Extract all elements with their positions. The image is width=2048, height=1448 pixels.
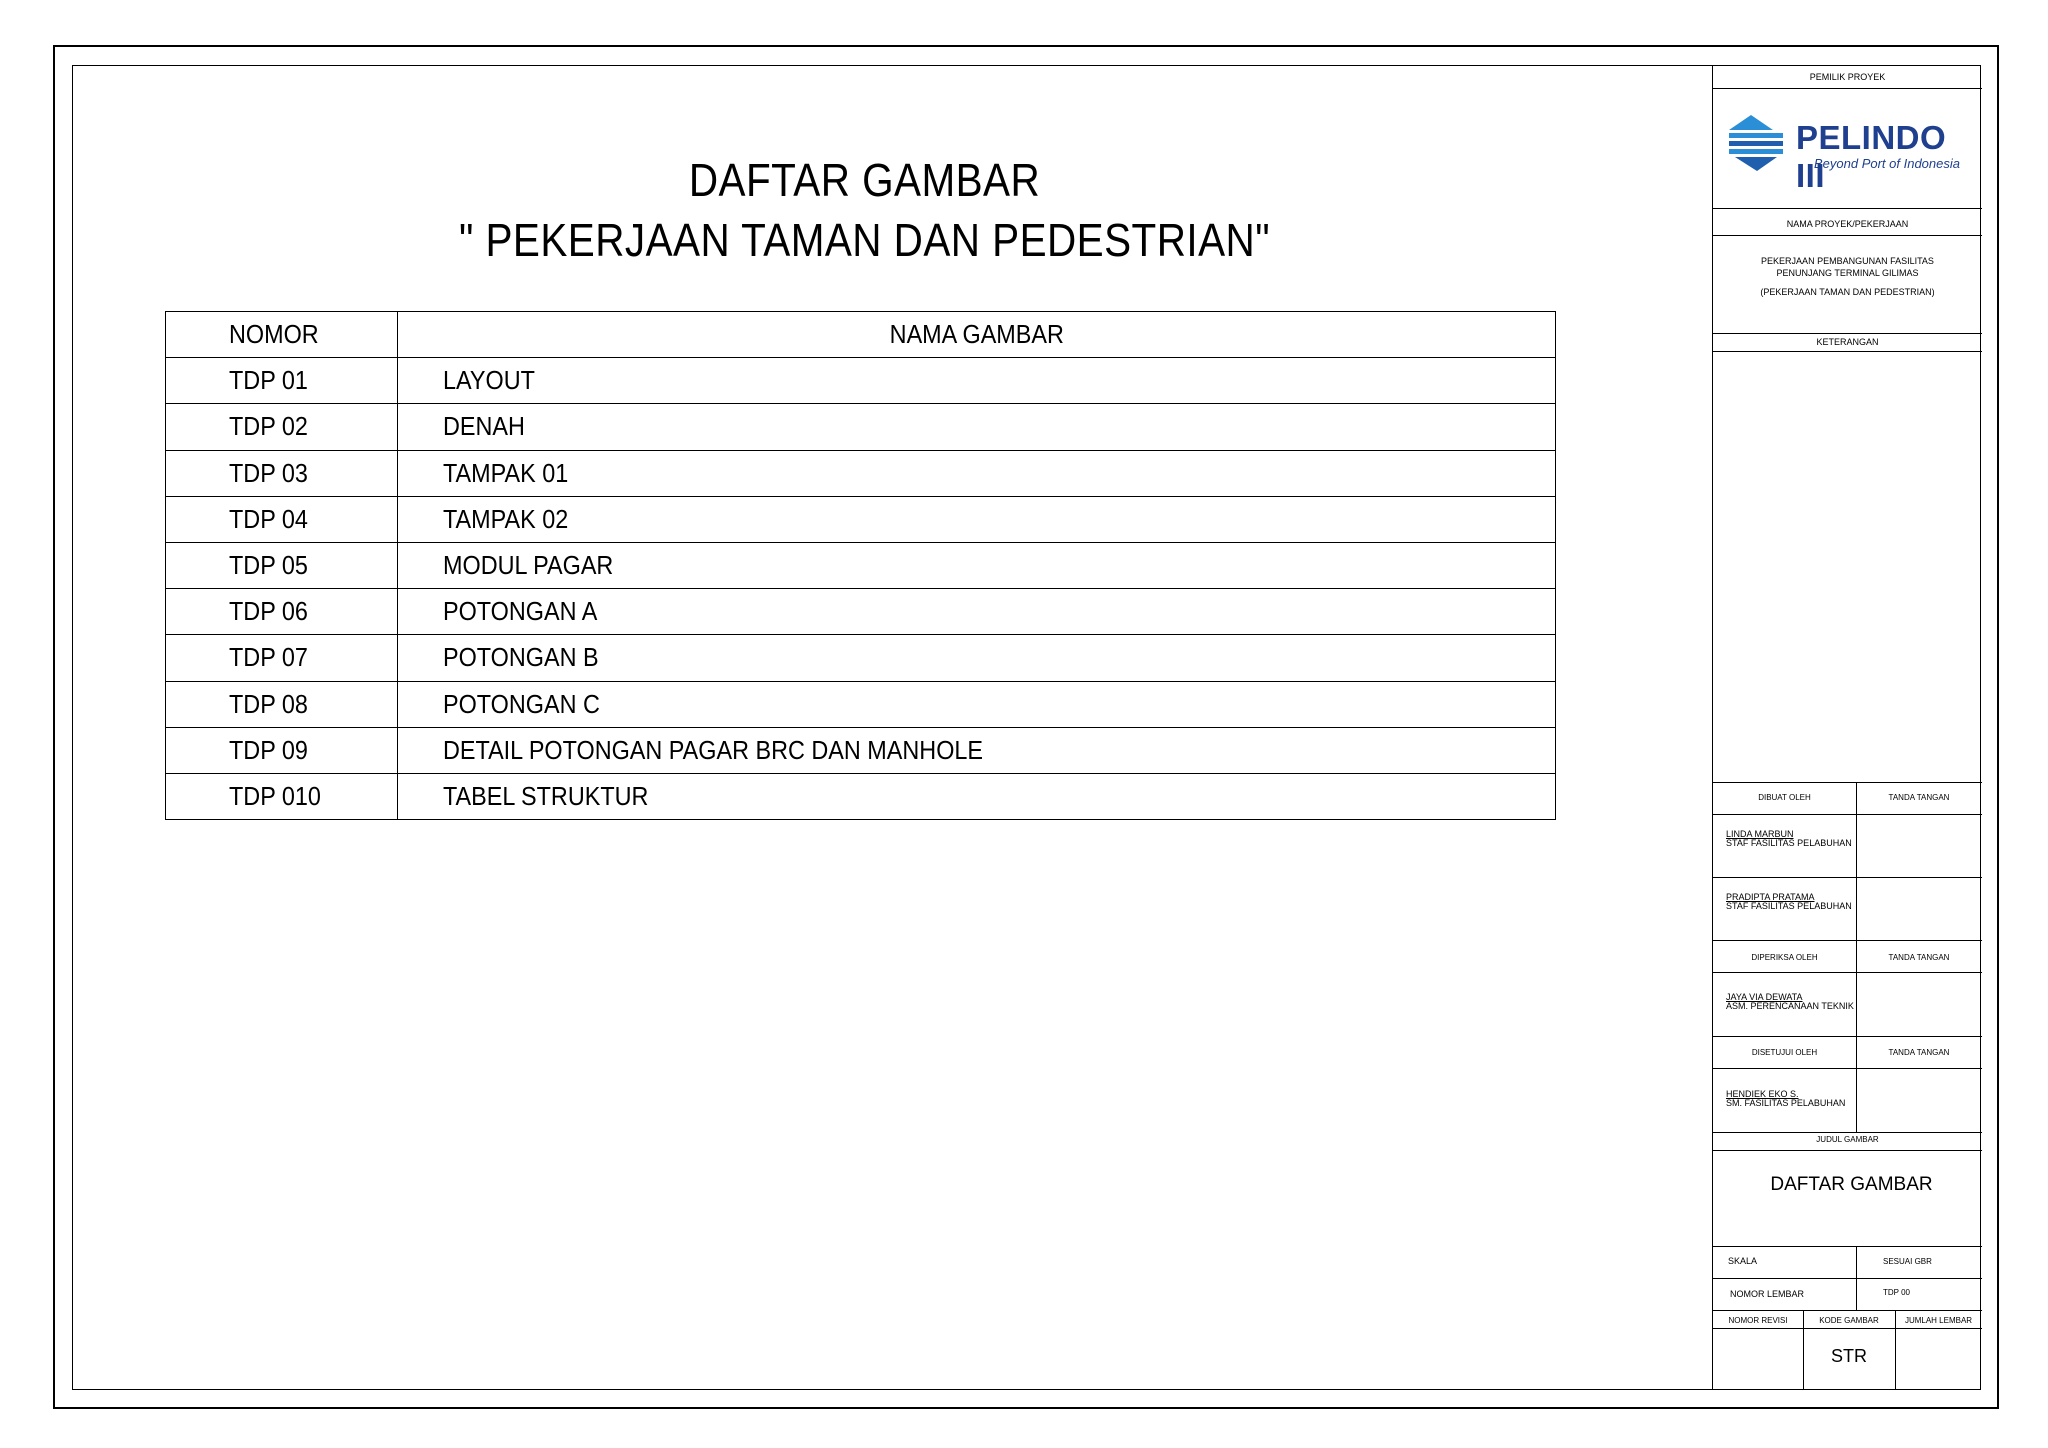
drawing-name: TAMPAK 01 — [398, 450, 1556, 496]
made-by-label: DIBUAT OLEH — [1758, 793, 1811, 802]
project-line3: (PEKERJAAN TAMAN DAN PEDESTRIAN) — [1760, 287, 1935, 297]
drawing-name: MODUL PAGAR — [398, 542, 1556, 588]
pelindo-logo — [1727, 113, 1977, 194]
signature-label-3: TANDA TANGAN — [1888, 1048, 1950, 1057]
table-row — [166, 727, 1556, 773]
table-row — [166, 773, 1556, 819]
table-row — [166, 450, 1556, 496]
approved-by-label: DISETUJUI OLEH — [1751, 1048, 1818, 1057]
drawing-number: TDP 02 — [166, 404, 398, 450]
table-row — [166, 496, 1556, 542]
drawing-number: TDP 06 — [166, 589, 398, 635]
header-nama-gambar: NAMA GAMBAR — [398, 312, 1556, 358]
drawing-title: DAFTAR GAMBAR — [1770, 1174, 1933, 1195]
notes-label: KETERANGAN — [1816, 337, 1879, 347]
drawing-name: POTONGAN A — [398, 589, 1556, 635]
table-row — [166, 358, 1556, 404]
maker2-name: PRADIPTA PRATAMA — [1726, 892, 1815, 902]
drawing-number: TDP 03 — [166, 450, 398, 496]
table-row — [166, 635, 1556, 681]
sheet-label: NOMOR LEMBAR — [1730, 1289, 1805, 1299]
maker1-title: STAF FASILITAS PELABUHAN — [1726, 838, 1852, 848]
checker-title: ASM. PERENCANAAN TEKNIK — [1726, 1001, 1854, 1011]
signature-label-2: TANDA TANGAN — [1888, 953, 1950, 962]
drawing-name: TAMPAK 02 — [398, 496, 1556, 542]
code-value: STR — [1831, 1346, 1867, 1366]
checker-name: JAYA VIA DEWATA — [1726, 992, 1803, 1002]
table-header-row — [166, 312, 1556, 358]
approver-name: HENDIEK EKO S. — [1726, 1089, 1799, 1099]
checked-by-label: DIPERIKSA OLEH — [1751, 953, 1818, 962]
approver-title: SM. FASILITAS PELABUHAN — [1726, 1098, 1846, 1108]
header-nomor: NOMOR — [166, 312, 398, 358]
sheet-value: TDP 00 — [1883, 1288, 1910, 1297]
title-block — [1712, 65, 1981, 1390]
page-subtitle: " PEKERJAAN TAMAN DAN PEDESTRIAN" — [458, 214, 1271, 266]
table-row — [166, 404, 1556, 450]
project-line1: PEKERJAAN PEMBANGUNAN FASILITAS — [1761, 256, 1934, 266]
scale-value: SESUAI GBR — [1883, 1257, 1932, 1266]
table-row — [166, 589, 1556, 635]
table-row — [166, 681, 1556, 727]
logo-tagline: Beyond Port of Indonesia — [1814, 156, 1960, 171]
project-line2: PENUNJANG TERMINAL GILIMAS — [1776, 268, 1919, 278]
scale-label: SKALA — [1728, 1256, 1758, 1266]
drawing-number: TDP 04 — [166, 496, 398, 542]
drawing-name: POTONGAN B — [398, 635, 1556, 681]
revision-label: NOMOR REVISI — [1728, 1316, 1788, 1325]
logo-name: PELINDO III — [1796, 119, 1947, 194]
table-row — [166, 542, 1556, 588]
drawing-name: LAYOUT — [398, 358, 1556, 404]
drawing-number: TDP 07 — [166, 635, 398, 681]
drawing-number: TDP 09 — [166, 727, 398, 773]
signature-label-1: TANDA TANGAN — [1888, 793, 1950, 802]
owner-label: PEMILIK PROYEK — [1809, 72, 1886, 82]
code-label: KODE GAMBAR — [1819, 1316, 1879, 1325]
drawing-title-label: JUDUL GAMBAR — [1816, 1135, 1879, 1144]
maker2-title: STAF FASILITAS PELABUHAN — [1726, 901, 1852, 911]
maker1-name: LINDA MARBUN — [1726, 829, 1794, 839]
pelindo-logo-icon — [1727, 113, 1787, 175]
drawing-number: TDP 08 — [166, 681, 398, 727]
drawing-list-table — [165, 311, 1556, 820]
drawing-number: TDP 05 — [166, 542, 398, 588]
page-title: DAFTAR GAMBAR — [688, 154, 1041, 206]
drawing-name: DENAH — [398, 404, 1556, 450]
project-label: NAMA PROYEK/PEKERJAAN — [1786, 219, 1909, 229]
drawing-name: TABEL STRUKTUR — [398, 773, 1556, 819]
drawing-name: POTONGAN C — [398, 681, 1556, 727]
drawing-name: DETAIL POTONGAN PAGAR BRC DAN MANHOLE — [398, 727, 1556, 773]
table-body — [166, 358, 1556, 820]
total-label: JUMLAH LEMBAR — [1904, 1316, 1973, 1325]
drawing-number: TDP 01 — [166, 358, 398, 404]
drawing-number: TDP 010 — [166, 773, 398, 819]
